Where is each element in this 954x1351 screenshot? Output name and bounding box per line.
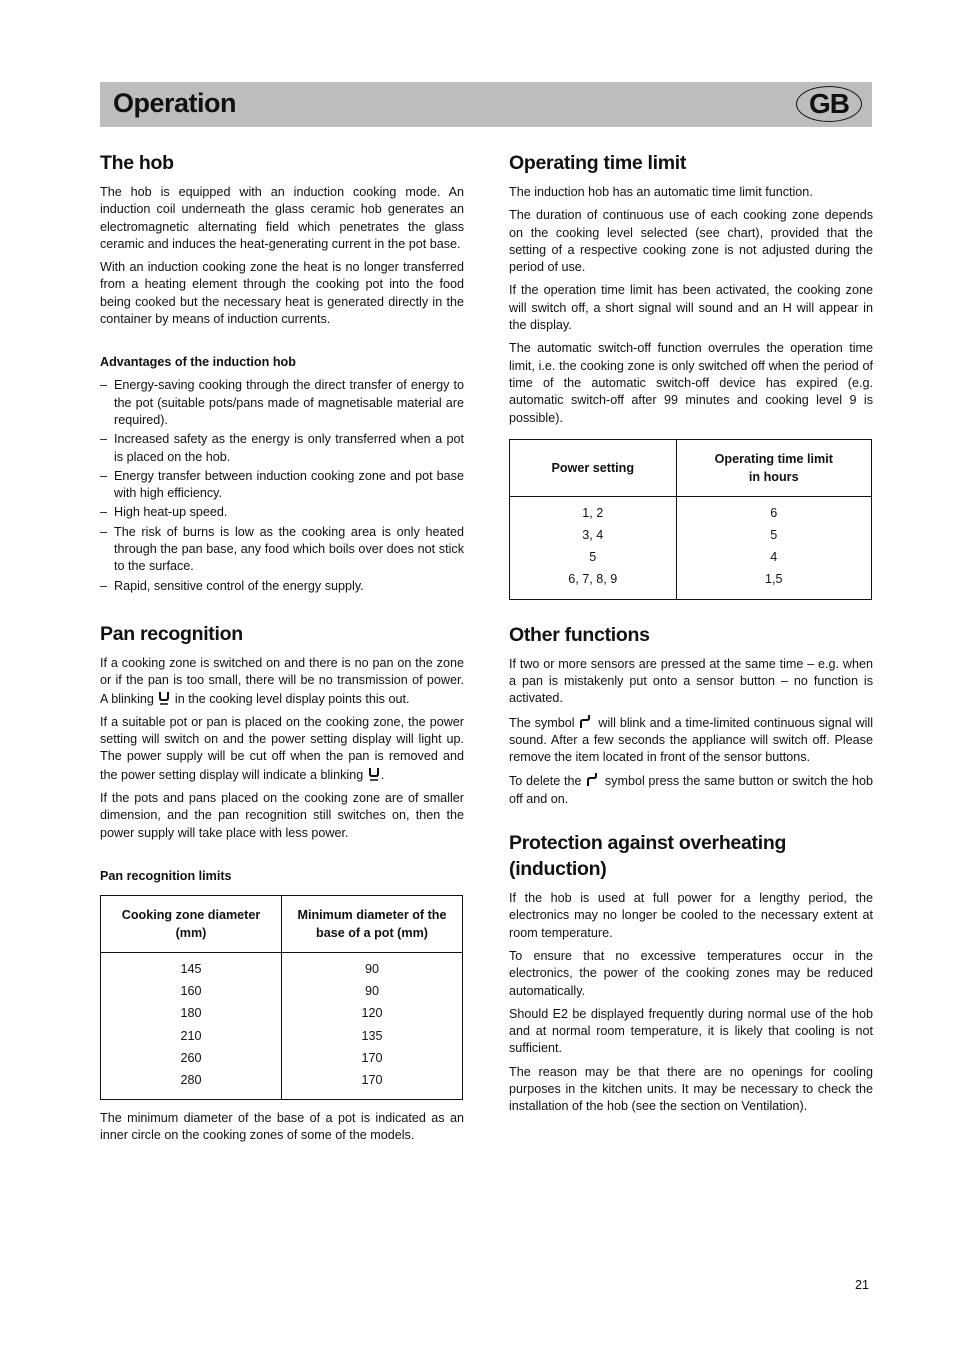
pan-recognition-heading: Pan recognition [100,622,243,645]
table-row: 5 4 [510,546,872,568]
overheating-heading: Protection against overheating (induction) [509,832,787,881]
table-row: 1, 2 6 [510,496,872,524]
hob-paragraph-1: The hob is equipped with an induction cooking mode. An induction coil underneath the glass ceramic hob generates an electromagnetic alternating field which penetrates the glass ceramic and induces the heat-generating current in the pot base. [100,185,464,251]
advantage-item: – Rapid, sensitive control of the energy supply. [100,578,364,593]
pan-absent-icon [367,766,381,782]
section-header-bar [100,82,872,127]
table-row: 6, 7, 8, 9 1,5 [510,568,872,599]
overheat-paragraph-2: To ensure that no excessive temperatures occur in the electronics, the power of the cooking zones may be reduced automatically. [509,948,873,998]
table-header: Minimum diameter of the base of a pot (mm) [282,895,463,952]
sensor-symbol-icon [578,714,594,730]
advantage-item: – The risk of burns is low as the cooking area is only heated through the pan base, any food which boils over does not stick to the surface. [100,524,464,574]
pan-paragraph-1: If a cooking zone is switched on and there is no pan on the zone or if the pan is too small, there will be no transmission of power. A blinking in the cooking level display points this out. [100,655,464,706]
overheat-paragraph-4: The reason may be that there are no openings for cooling purposes in the kitchen units. It may be necessary to check the installation of the hob (see the section on Ventilation). [509,1064,873,1114]
pan-paragraph-3: If the pots and pans placed on the cooking zone are of smaller dimension, and the pan recognition still switches on, then the power supply will take place with less power. [100,791,464,840]
right-column [509,150,873,1122]
other-paragraph-3: To delete the symbol press the same button or switch the hob off and on. [509,774,874,806]
pan-limits-table [100,895,463,1100]
table-row: 145 90 [101,952,463,980]
page-title: Operation [113,88,237,118]
table-row: 260 170 [101,1047,463,1069]
hob-paragraph-2: With an induction cooking zone the heat is no longer transferred from a heating element through the cooking pot into the food being cooked but the necessary heat is generated directly in the container by means of induction currents. [100,260,464,327]
advantage-item: – Increased safety as the energy is only transferred when a pot is placed on the hob. [100,432,464,464]
time-limit-paragraph-1: The induction hob has an automatic time limit function. [509,185,813,199]
pan-footnote: The minimum diameter of the base of a pot is indicated as an inner circle on the cooking zones of some of the models. [100,1111,464,1143]
time-limit-paragraph-4: The automatic switch-off function overrules the operation time limit, i.e. the cooking zone is only switched off when the period of time of the automatic switch-off device has expired (e.g. automatic switch-off after 99 minutes and cooking level 9 is possible). [509,341,873,425]
time-limit-paragraph-2: The duration of continuous use of each cooking zone depends on the cooking level selected (see chart), provided that the setting of a respective cooking zone is not adjusted during the period of use. [509,208,873,275]
overheat-paragraph-3: Should E2 be displayed frequently during normal use of the hob and at normal room temperature, it is likely that cooling is not sufficient. [509,1006,873,1056]
sensor-symbol-icon [585,772,601,788]
other-functions-heading: Other functions [509,623,650,646]
table-row: 180 120 [101,1002,463,1024]
pan-paragraph-2: If a suitable pot or pan is placed on the cooking zone, the power setting will switch on and the power setting display will light up. The power supply will be cut off when the pan is removed and the power setting display will indicate a blinking . [100,714,464,782]
time-limit-heading: Operating time limit [509,152,687,174]
advantage-item: – High heat-up speed. [100,505,228,520]
table-row: 3, 4 5 [510,524,872,546]
language-badge: GB [796,86,862,122]
other-paragraph-1: If two or more sensors are pressed at the same time – e.g. when a pan is mistakenly put onto a sensor button – no function is activated. [509,656,873,706]
overheat-paragraph-1: If the hob is used at full power for a lengthy period, the electronics may no longer be cooled to the necessary extent at room temperature. [509,891,873,940]
advantages-heading: Advantages of the induction hob [100,355,296,370]
table-header: Operating time limit in hours [676,439,871,496]
table-row: 160 90 [101,980,463,1002]
page-number: 21 [855,1278,870,1292]
table-header: Cooking zone diameter (mm) [101,895,282,952]
table-row: 210 135 [101,1025,463,1047]
time-limit-table [509,439,872,600]
advantages-list [100,377,464,595]
pan-limits-heading: Pan recognition limits [100,868,232,883]
advantage-item: – Energy-saving cooking through the direct transfer of energy to the pot (suitable pots/pans made of magnetisable material are required). [100,378,464,427]
hob-heading: The hob [100,152,174,174]
table-row: 280 170 [101,1069,463,1100]
time-limit-paragraph-3: If the operation time limit has been activated, the cooking zone will switch off, a short signal will sound and an H will appear in the display. [509,283,873,333]
advantage-item: – Energy transfer between induction cooking zone and pot base with high efficiency. [100,468,464,501]
table-header: Power setting [510,439,677,496]
pan-absent-icon [157,690,171,706]
left-column [100,150,464,1151]
other-paragraph-2: The symbol will blink and a time-limited continuous signal will sound. After a few seconds the appliance will switch off. Please remove the item located in front of the sensor buttons. [509,715,874,765]
